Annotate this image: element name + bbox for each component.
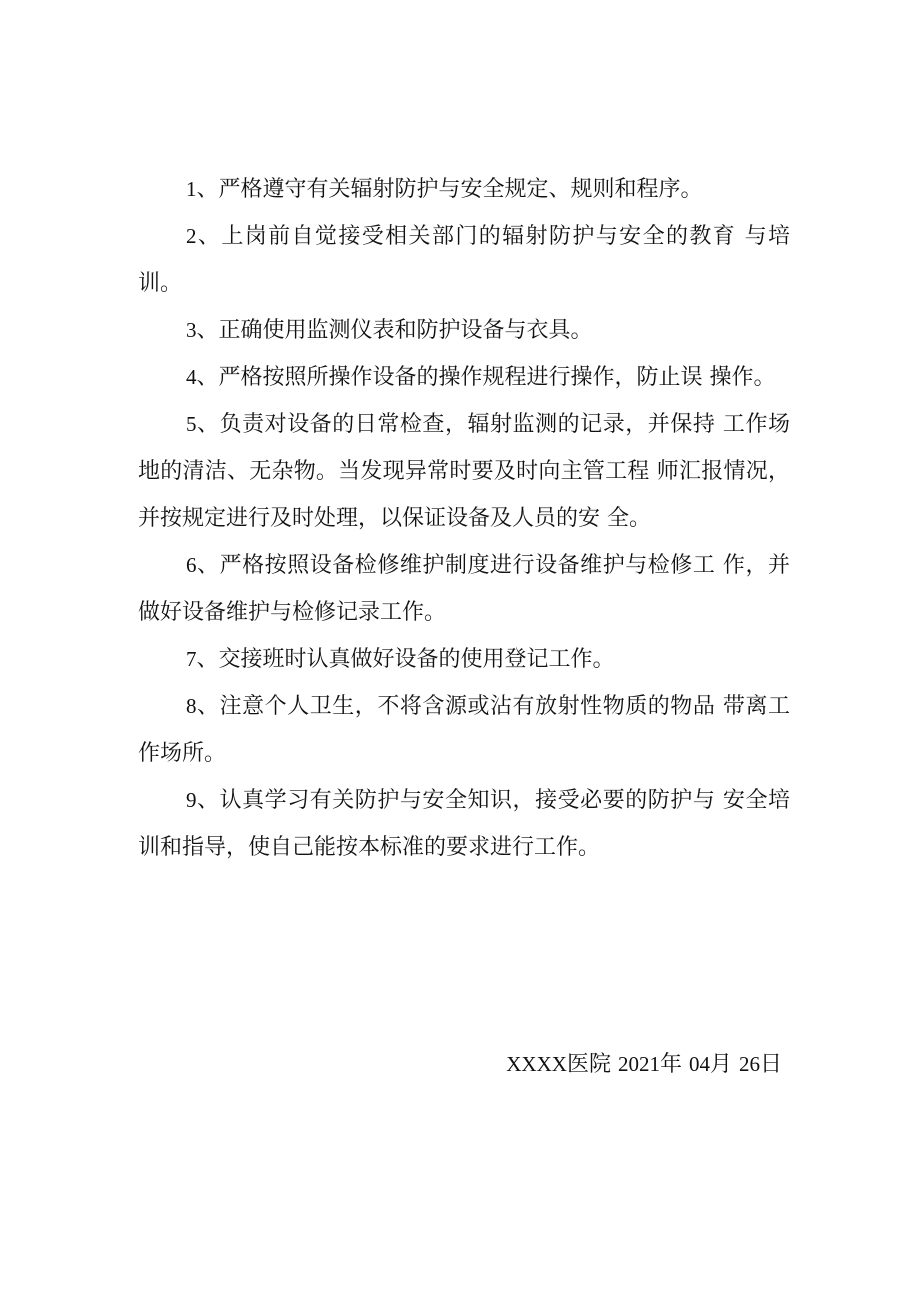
rule-separator: 、	[196, 647, 219, 672]
rule-separator: 、	[196, 177, 219, 202]
rule-item	[138, 777, 790, 871]
rule-text: 严格按照所操作设备的操作规程进行操作，防止误 操作。	[218, 365, 776, 390]
rule-item	[138, 683, 790, 777]
rule-separator: 、	[196, 365, 219, 390]
rule-text: 注意个人卫生，不将含源或沾有放射性物质的物品 带离工作场所。	[138, 694, 790, 766]
rule-separator: 、	[196, 553, 220, 578]
rule-item	[138, 307, 790, 354]
day-unit: 日	[759, 1052, 782, 1077]
signature-day: 26	[738, 1052, 760, 1076]
rule-item	[138, 401, 790, 542]
rule-text: 正确使用监测仪表和防护设备与衣具。	[218, 318, 593, 343]
rule-separator: 、	[196, 412, 220, 437]
rule-item	[138, 213, 790, 307]
signature-year: 2021	[617, 1052, 660, 1076]
rule-number: 9	[186, 788, 197, 812]
rule-separator: 、	[196, 318, 219, 343]
rule-number: 6	[186, 553, 197, 577]
rule-number: 7	[186, 647, 197, 671]
rule-number: 3	[186, 318, 197, 342]
signature-month: 04	[688, 1052, 710, 1076]
rule-separator: 、	[196, 788, 220, 813]
rule-number: 4	[186, 365, 197, 389]
year-unit: 年	[659, 1052, 682, 1077]
rule-number: 1	[186, 177, 197, 201]
rule-text: 严格遵守有关辐射防护与安全规定、规则和程序。	[218, 177, 703, 202]
rule-item	[138, 636, 790, 683]
rule-number: 2	[186, 224, 197, 248]
month-unit: 月	[709, 1052, 732, 1077]
rule-number: 8	[186, 694, 197, 718]
rules-list	[138, 166, 790, 871]
organization-code: XXXX	[506, 1052, 567, 1076]
rule-separator: 、	[196, 224, 222, 249]
rule-text: 认真学习有关防护与安全知识，接受必要的防护与 安全培训和指导，使自己能按本标准的要求进行工作。	[138, 788, 790, 860]
rule-item	[138, 542, 790, 636]
rule-item	[138, 166, 790, 213]
rule-text: 负责对设备的日常检查，辐射监测的记录，并保持 工作场地的清洁、无杂物。当发现异常时要及时向主管工程 师汇报情况，并按规定进行及时处理，以保证设备及人员的安 全。	[138, 412, 790, 531]
rule-number: 5	[186, 412, 197, 436]
signature-line	[506, 1044, 782, 1085]
rule-separator: 、	[196, 694, 220, 719]
rule-item	[138, 354, 790, 401]
organization-name: 医院	[566, 1052, 611, 1077]
rule-text: 严格按照设备检修维护制度进行设备维护与检修工 作，并做好设备维护与检修记录工作。	[138, 553, 790, 625]
rule-text: 交接班时认真做好设备的使用登记工作。	[218, 647, 615, 672]
rule-text: 上岗前自觉接受相关部门的辐射防护与安全的教育 与培训。	[138, 224, 790, 296]
